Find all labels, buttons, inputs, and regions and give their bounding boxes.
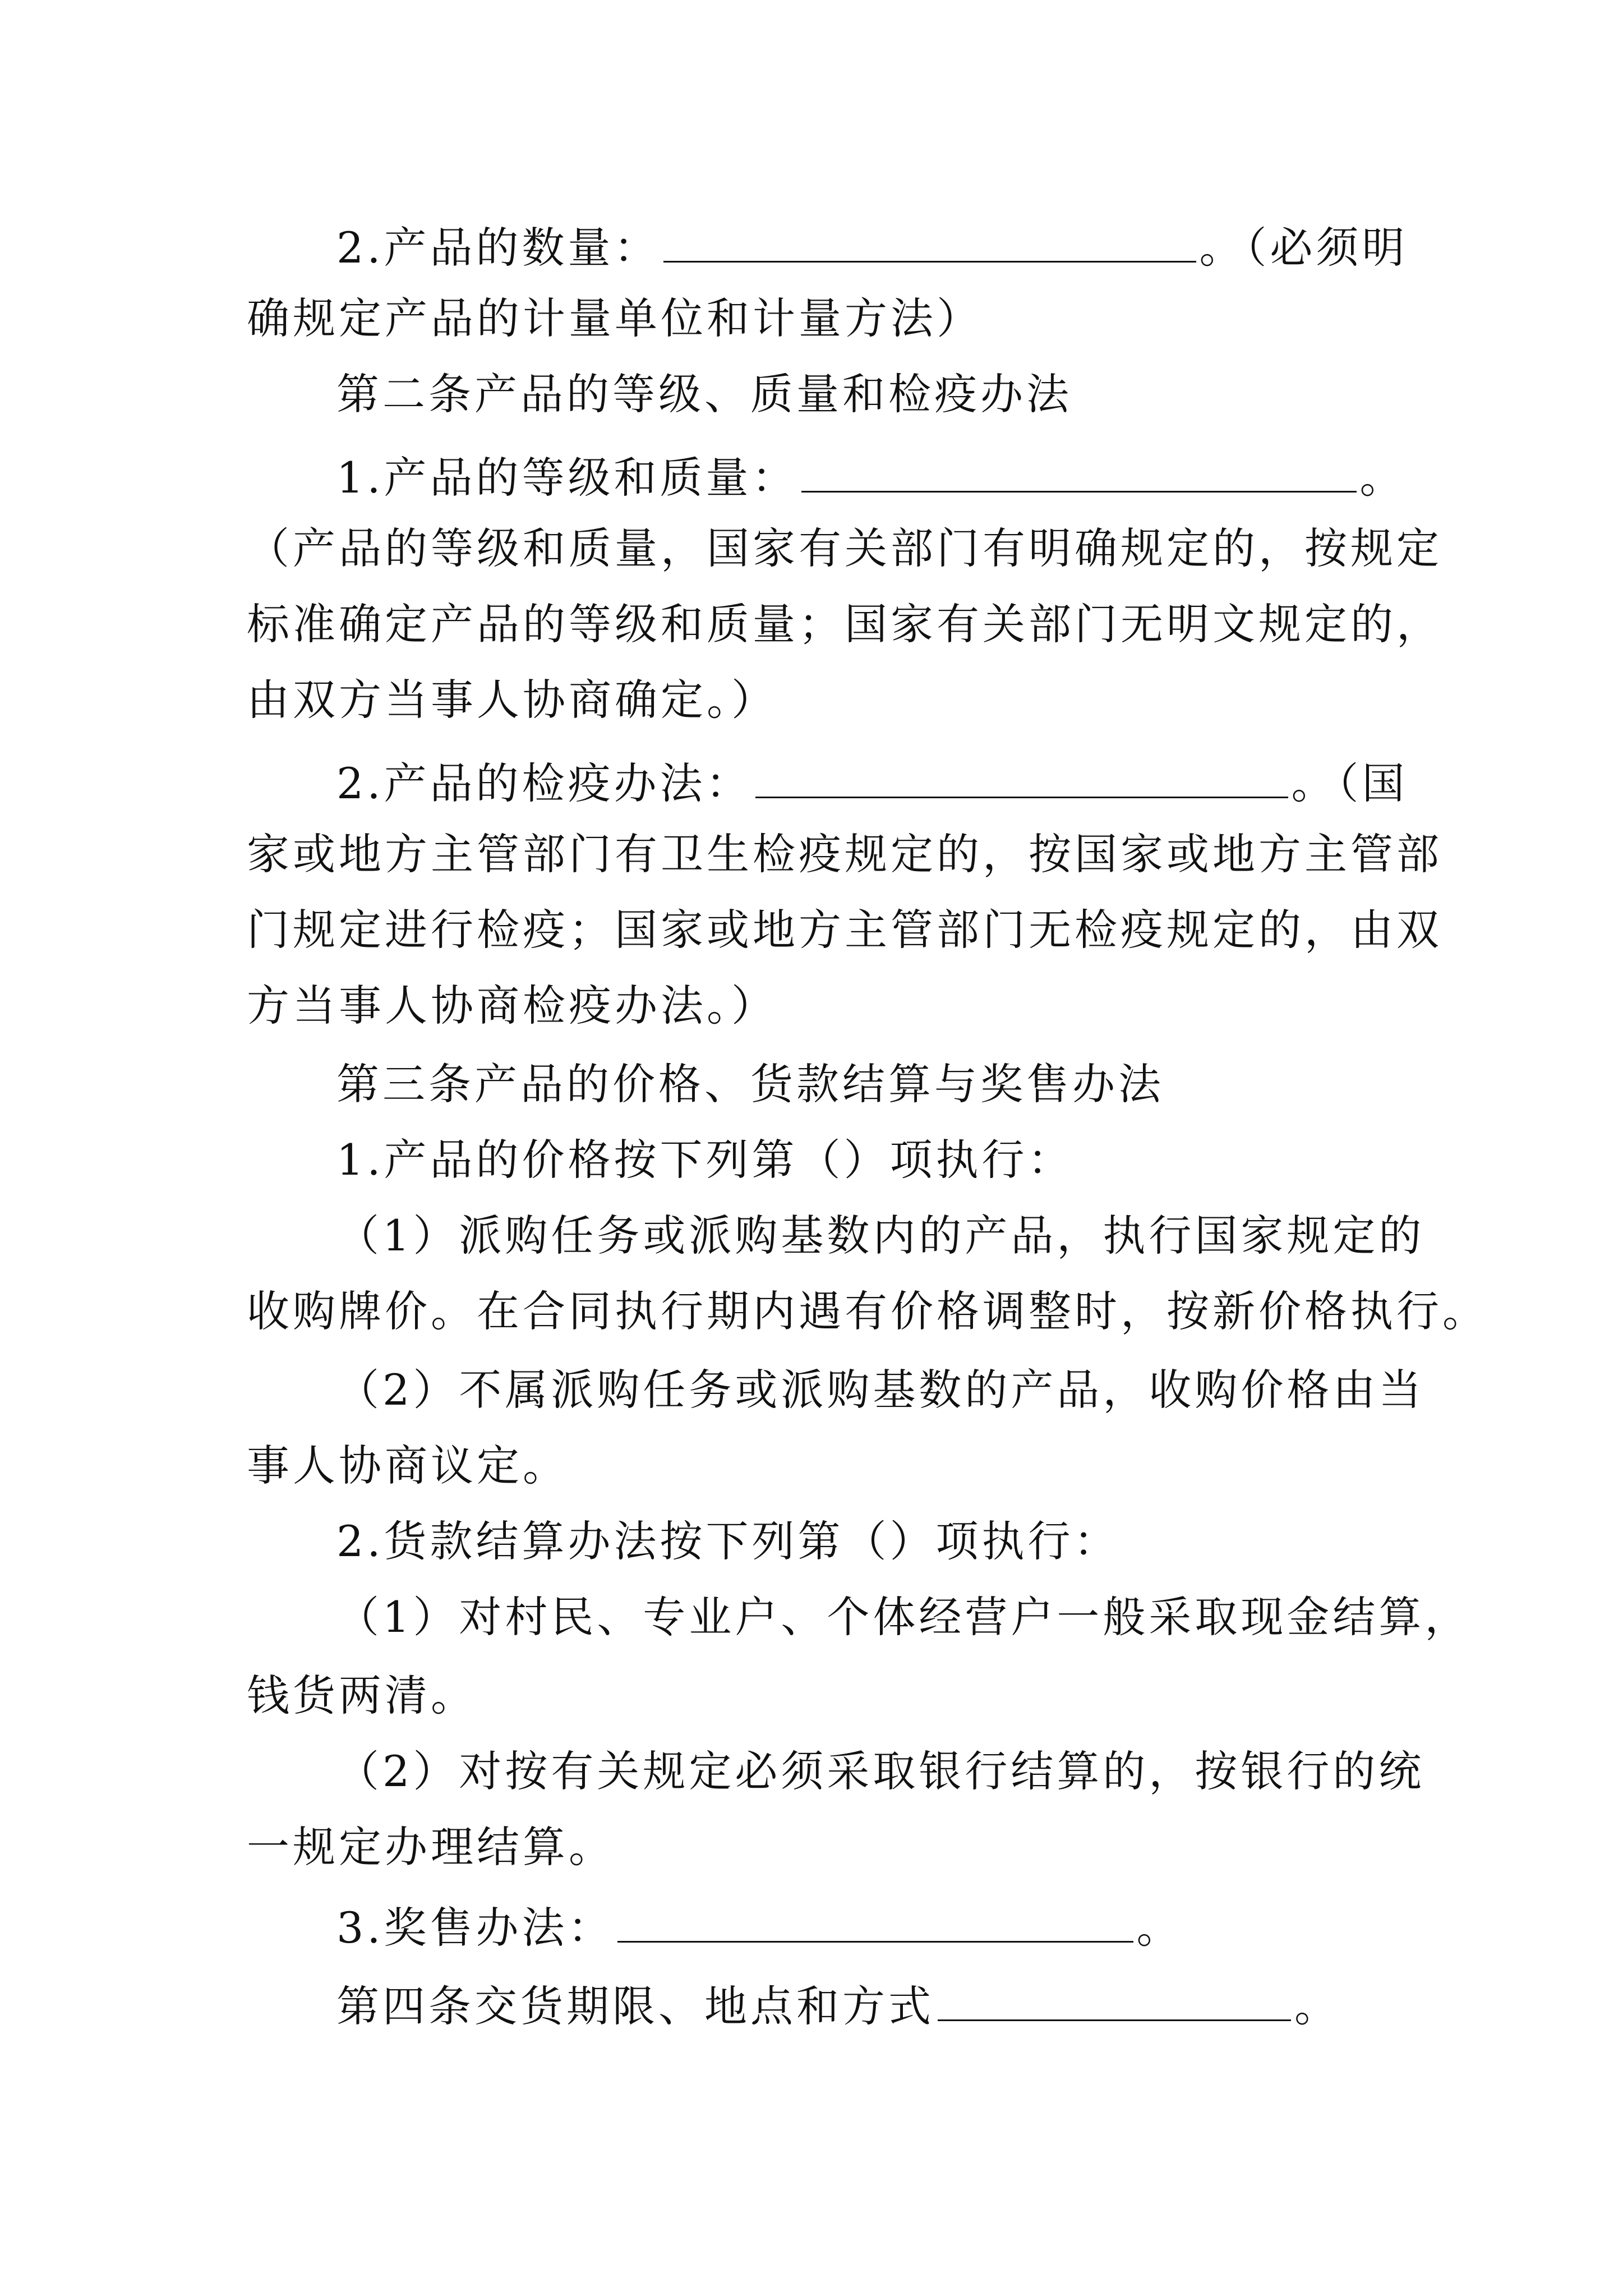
clause-quantity <box>336 222 1481 273</box>
text-line: （2）不属派购任务或派购基数的产品，收购价格由当 <box>336 1365 1425 1415</box>
clause-quarantine-note: 。（国 <box>1291 758 1408 808</box>
grade-quality-blank <box>801 452 1357 493</box>
text-line: （1）对村民、专业户、个体经营户一般采取现金结算， <box>336 1592 1471 1642</box>
text-line: 门规定进行检疫；国家或地方主管部门无检疫规定的，由双 <box>247 905 1442 955</box>
clause-quantity-note: 。（必须明 <box>1199 223 1408 273</box>
article-4-heading <box>336 1980 1481 2031</box>
clause-grade-end: 。 <box>1359 453 1406 503</box>
clause-quantity-label: 2.产品的数量： <box>336 223 660 273</box>
text-line: 标准确定产品的等级和质量；国家有关部门无明文规定的， <box>247 599 1442 649</box>
article-2-heading: 第二条产品的等级、质量和检疫办法 <box>336 369 1072 419</box>
text-line: 钱货两清。 <box>247 1671 477 1720</box>
text-line: 2.货款结算办法按下列第（）项执行： <box>336 1516 1120 1566</box>
text-line: 1.产品的价格按下列第（）项执行： <box>336 1135 1074 1185</box>
article-4-label: 第四条交货期限、地点和方式 <box>336 1981 934 2031</box>
quantity-blank <box>663 222 1196 263</box>
clause-quarantine <box>336 757 1481 808</box>
text-line: （1）派购任务或派购基数内的产品，执行国家规定的 <box>336 1211 1425 1260</box>
clause-quarantine-label: 2.产品的检疫办法： <box>336 758 752 808</box>
text-line: 事人协商议定。 <box>247 1441 569 1490</box>
text-line: （2）对按有关规定必须采取银行结算的，按银行的统 <box>336 1746 1425 1796</box>
text-line: 家或地方主管部门有卫生检疫规定的，按国家或地方主管部 <box>247 829 1442 879</box>
clause-grade-quality <box>336 452 1481 503</box>
article-3-heading: 第三条产品的价格、货款结算与奖售办法 <box>336 1059 1164 1109</box>
text-line: 一规定办理结算。 <box>247 1822 615 1872</box>
text-line: 由双方当事人协商确定。） <box>247 675 777 725</box>
text-line: 方当事人协商检疫办法。） <box>247 981 777 1030</box>
delivery-blank <box>938 1980 1291 2021</box>
text-line: 收购牌价。在合同执行期内遇有价格调整时，按新价格执行。 <box>247 1286 1488 1336</box>
text-line: （产品的等级和质量，国家有关部门有明确规定的，按规定 <box>247 523 1442 573</box>
clause-bonus-end: 。 <box>1136 1903 1183 1953</box>
article-4-end: 。 <box>1294 1981 1340 2031</box>
bonus-sale-blank <box>617 1902 1133 1943</box>
clause-grade-label: 1.产品的等级和质量： <box>336 453 798 503</box>
quarantine-blank <box>755 757 1288 798</box>
text-line: 确规定产品的计量单位和计量方法） <box>247 293 983 343</box>
clause-bonus-sale <box>336 1902 1481 1953</box>
clause-bonus-label: 3.奖售办法： <box>336 1903 614 1953</box>
